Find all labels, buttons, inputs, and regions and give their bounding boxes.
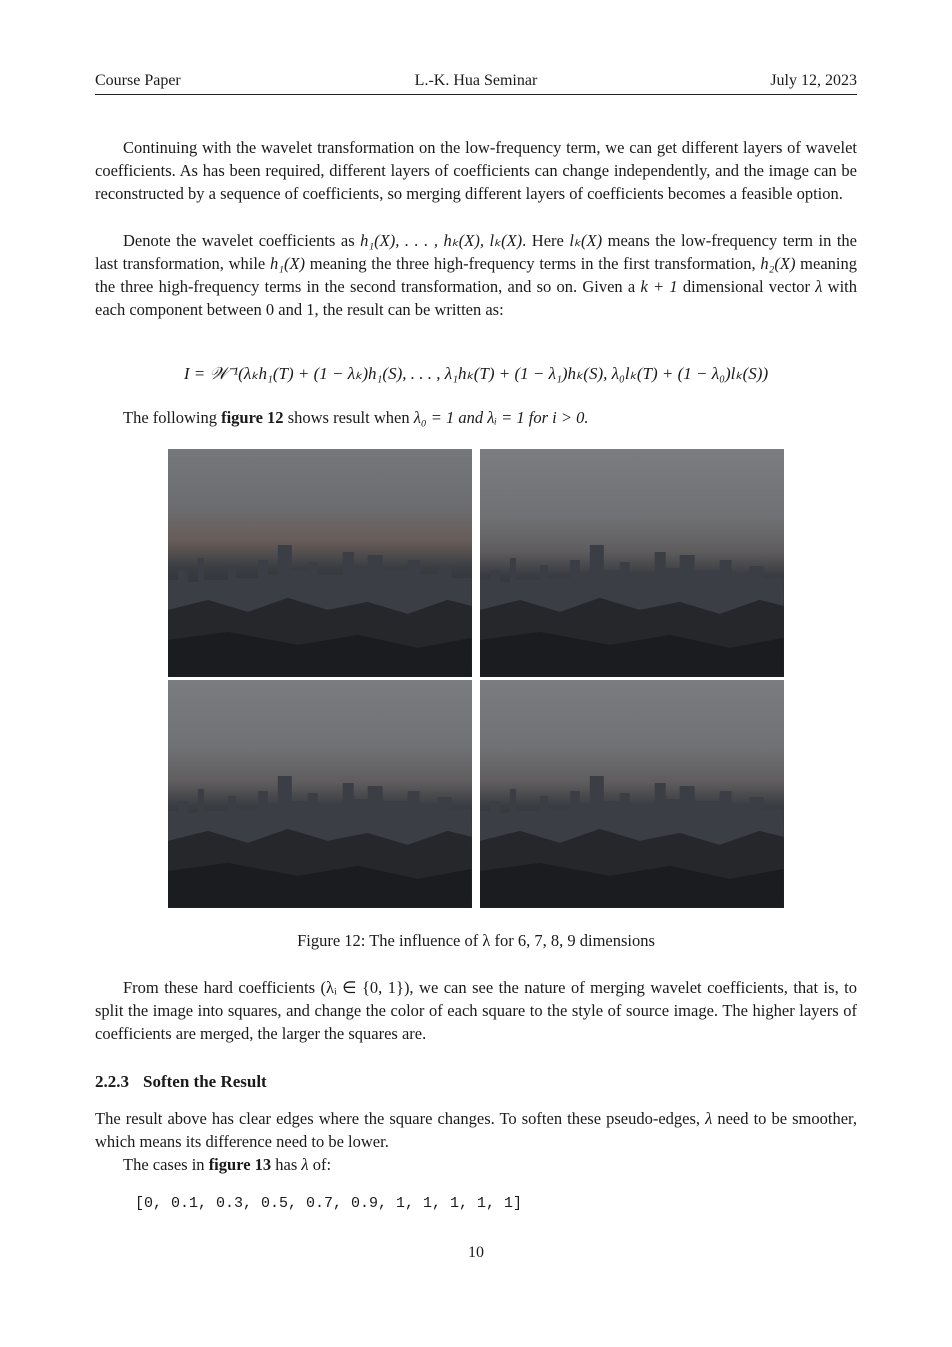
p5-math: λ	[705, 1109, 713, 1128]
header-center: L.-K. Hua Seminar	[414, 72, 538, 89]
p3-math: λ₀ = 1 and λᵢ = 1 for i > 0.	[413, 408, 589, 427]
p5-text-b: need to be smoother, which means its difference need to be lower.	[95, 1109, 857, 1151]
p2-math-5: k + 1	[640, 277, 678, 296]
p2-text-b: . Here	[522, 231, 570, 250]
page-header	[95, 70, 857, 95]
page-number: 10	[468, 1244, 484, 1261]
p2-text-c: means the low-frequency term in the last transformation, while	[95, 231, 858, 273]
cityscape-image	[480, 540, 784, 677]
p2-text-f: dimensional vector	[677, 277, 816, 296]
paragraph-5	[95, 1107, 857, 1153]
figure-photo-7	[480, 449, 784, 677]
section-heading	[95, 1072, 267, 1092]
header-left: Course Paper	[95, 72, 181, 89]
p2-text-a: Denote the wavelet coefficients as	[123, 231, 361, 250]
p6-text-b: has	[271, 1155, 302, 1174]
figure-photo-6	[168, 449, 472, 677]
paragraph-2	[95, 229, 857, 321]
p2-text-d: meaning the three high-frequency terms in the first transformation,	[305, 254, 761, 273]
p6-text-a: The cases in	[123, 1155, 209, 1174]
p2-text-e: meaning the three high-frequency terms in the second transformation, and so on. Given a	[95, 254, 857, 296]
equation: I = 𝒲⁻¹(λₖh₁(T) + (1 − λₖ)h₁(S), . . . , λ₁hₖ(T) + (1 − λ₁)hₖ(S), λ₀lₖ(T) + (1 − λ₀)lₖ(S))	[183, 364, 769, 383]
p2-text-g: with each component between 0 and 1, the result can be written as:	[95, 277, 857, 319]
p6-text-c: of:	[308, 1155, 332, 1174]
p2-math-2: lₖ(X)	[569, 231, 603, 250]
figure-caption: Figure 12: The influence of λ for 6, 7, 8, 9 dimensions	[297, 931, 655, 950]
lambda-code-block: [0, 0.1, 0.3, 0.5, 0.7, 0.9, 1, 1, 1, 1, 1]	[135, 1195, 523, 1212]
figure-12-ref: figure 12	[221, 408, 284, 427]
figure-photo-9	[480, 680, 784, 908]
p6-math: λ	[301, 1155, 309, 1174]
section-number: 2.2.3	[95, 1072, 129, 1091]
section-title: Soften the Result	[143, 1072, 267, 1091]
p3-text-b: shows result when	[283, 408, 414, 427]
paragraph-3	[95, 406, 857, 429]
p5-text-a: The result above has clear edges where the square changes. To soften these pseudo-edges,	[95, 1109, 706, 1128]
paragraph-4: From these hard coefficients (λᵢ ∈ {0, 1}), we can see the nature of merging wavelet coefficients, that is, to split the image into squares, and change the color of each square to the style of source image. The higher layers of coefficients are merged, the larger the squares are.	[95, 978, 857, 1043]
p2-math-3: h₁(X)	[269, 254, 306, 273]
p3-text-a: The following	[123, 408, 222, 427]
cityscape-image	[168, 540, 472, 677]
header-right: July 12, 2023	[770, 72, 857, 89]
figure-12-grid	[168, 449, 784, 908]
figure-photo-8	[168, 680, 472, 908]
paragraph-6	[95, 1153, 857, 1176]
figure-13-ref: figure 13	[208, 1155, 272, 1174]
p2-math-4: h₂(X)	[760, 254, 796, 273]
p2-math-1: h₁(X), . . . , hₖ(X), lₖ(X)	[360, 231, 523, 250]
cityscape-image	[168, 771, 472, 908]
p2-math-6: λ	[815, 277, 823, 296]
paragraph-1: Continuing with the wavelet transformation on the low-frequency term, we can get different layers of wavelet coefficients. As has been required, different layers of coefficients can change independently, and the image can be reconstructed by a sequence of coefficients, so merging different layers of coefficients becomes a feasible option.	[95, 138, 857, 203]
cityscape-image	[480, 771, 784, 908]
